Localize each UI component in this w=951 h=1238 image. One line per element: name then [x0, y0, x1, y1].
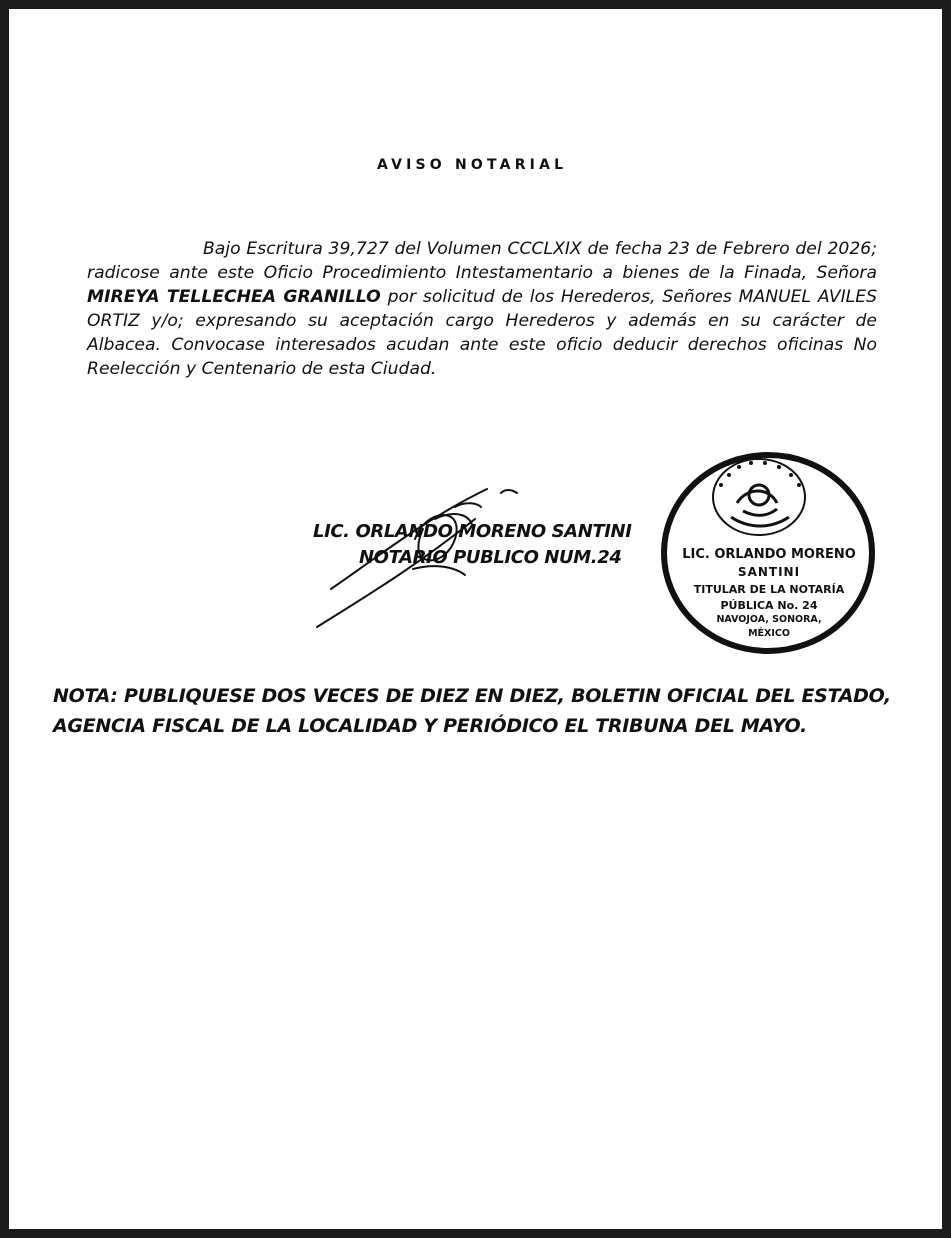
seal-title: TITULAR DE LA NOTARÍA	[693, 583, 845, 596]
seal-notary-name: LIC. ORLANDO MORENO	[682, 547, 856, 562]
note-line-2: AGENCIA FISCAL DE LA LOCALIDAD Y PERIÓDICO EL TRIBUNA DEL MAYO.	[53, 715, 807, 737]
notice-body	[87, 237, 877, 381]
seal-notary-surname: SANTINI	[737, 565, 801, 579]
signer-title: NOTARIO PUBLICO NUM.24	[359, 547, 622, 568]
note-line-1: NOTA: PUBLIQUESE DOS VECES DE DIEZ EN DIEZ, BOLETIN OFICIAL DEL ESTADO,	[53, 685, 891, 707]
decedent-name: MIREYA TELLECHEA GRANILLO	[87, 287, 381, 307]
body-part-2: por solicitud de los Herederos, Señores MANUEL AVILES ORTIZ y/o; expresando su aceptación cargo Herederos y además en su carácter de Albacea. Convocase interesados acudan ante este oficio deducir derechos oficinas No Reelección y Centenario de esta Ciudad.	[87, 287, 877, 379]
seal-number: PÚBLICA No. 24	[720, 599, 818, 612]
notary-seal	[659, 451, 877, 655]
body-part-1: Bajo Escritura 39,727 del Volumen CCCLXIX de fecha 23 de Febrero del 2026; radicose ante este Oficio Procedimiento Intestamentario a bienes de la Finada, Señora	[87, 239, 877, 283]
seal-country: MÉXICO	[748, 628, 790, 639]
publication-note	[53, 681, 933, 741]
seal-city: NAVOJOA, SONORA,	[716, 614, 822, 625]
notice-title: AVISO NOTARIAL	[377, 157, 568, 173]
signer-name: LIC. ORLANDO MORENO SANTINI	[313, 521, 632, 542]
